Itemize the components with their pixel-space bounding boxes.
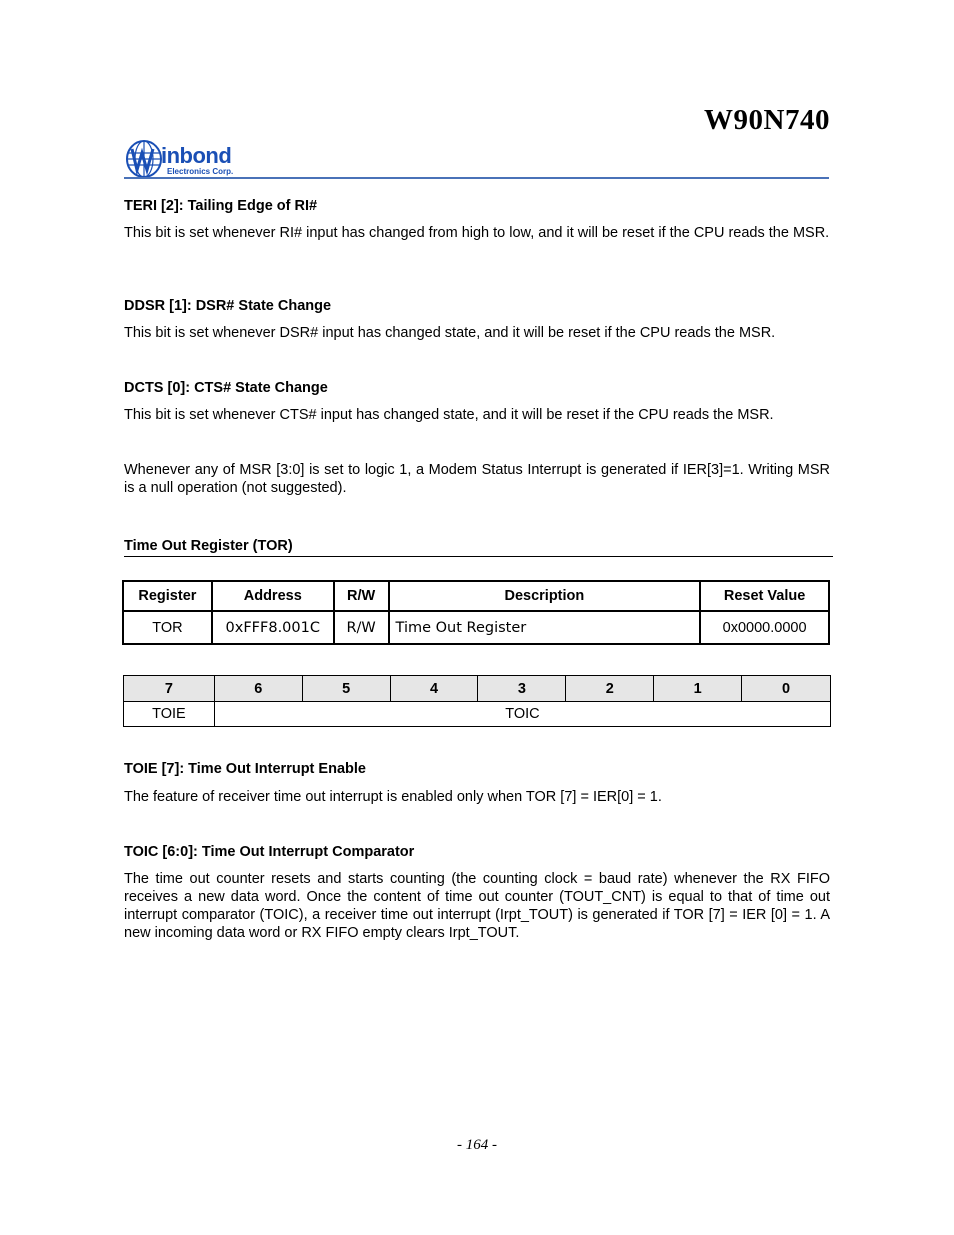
logo-subtitle: Electronics Corp. <box>167 167 234 176</box>
paragraph-msr-note: Whenever any of MSR [3:0] is set to logic 1, a Modem Status Interrupt is generated if IER[3]=1. Writing MSR is a null operation (not suggested). <box>124 462 830 496</box>
paragraph-toic: The time out counter resets and starts counting (the counting clock = baud rate) whenever the RX FIFO receives a new data word. Once the content of time out counter (TOUT_CNT) is equal to that of time out interrupt comparator (TOIC), a receiver time out interrupt (Irpt_TOUT) is generated if TOR [7] = IER [0] = 1. A new incoming data word or RX FIFO empty clears Irpt_TOUT. <box>124 871 830 941</box>
cell-reset-value: 0x0000.0000 <box>700 611 829 644</box>
bit-field-row <box>124 702 831 727</box>
globe-icon <box>126 139 166 179</box>
cell-rw: R/W <box>334 611 389 644</box>
bit-5: 5 <box>302 676 390 702</box>
register-table-header <box>123 581 829 611</box>
cell-address: 0xFFF8.001C <box>212 611 334 644</box>
heading-teri: TERI [2]: Tailing Edge of RI# <box>124 198 318 214</box>
winbond-logo <box>126 139 256 179</box>
bit-3: 3 <box>478 676 566 702</box>
bit-number-row <box>124 676 831 702</box>
heading-toie: TOIE [7]: Time Out Interrupt Enable <box>124 761 366 777</box>
bit-2: 2 <box>566 676 654 702</box>
bit-4: 4 <box>390 676 478 702</box>
section-divider <box>124 556 833 557</box>
paragraph-ddsr: This bit is set whenever DSR# input has changed state, and it will be reset if the CPU reads the MSR. <box>124 325 776 341</box>
register-table <box>122 580 830 645</box>
heading-dcts: DCTS [0]: CTS# State Change <box>124 380 328 396</box>
heading-ddsr: DDSR [1]: DSR# State Change <box>124 298 332 314</box>
bit-7: 7 <box>124 676 215 702</box>
section-title-tor: Time Out Register (TOR) <box>124 538 293 554</box>
col-address: Address <box>212 581 334 611</box>
paragraph-toie: The feature of receiver time out interrupt is enabled only when TOR [7] = IER[0] = 1. <box>124 789 662 805</box>
bit-1: 1 <box>654 676 742 702</box>
bit-map-table <box>123 675 831 727</box>
col-description: Description <box>389 581 701 611</box>
heading-toic: TOIC [6:0]: Time Out Interrupt Comparator <box>124 844 415 860</box>
field-toie: TOIE <box>124 702 215 727</box>
field-toic: TOIC <box>214 702 830 727</box>
table-row <box>123 611 829 644</box>
bit-0: 0 <box>742 676 831 702</box>
bit-6: 6 <box>214 676 302 702</box>
paragraph-dcts: This bit is set whenever CTS# input has changed state, and it will be reset if the CPU reads the MSR. <box>124 407 774 423</box>
header-divider <box>124 177 829 179</box>
cell-register: TOR <box>123 611 212 644</box>
paragraph-teri: This bit is set whenever RI# input has changed from high to low, and it will be reset if the CPU reads the MSR. <box>124 225 830 241</box>
col-register: Register <box>123 581 212 611</box>
document-title: W90N740 <box>704 104 830 136</box>
cell-description: Time Out Register <box>389 611 701 644</box>
col-rw: R/W <box>334 581 389 611</box>
logo-wordmark: inbond <box>161 143 232 168</box>
col-reset-value: Reset Value <box>700 581 829 611</box>
page-number: - 164 - <box>457 1137 497 1153</box>
